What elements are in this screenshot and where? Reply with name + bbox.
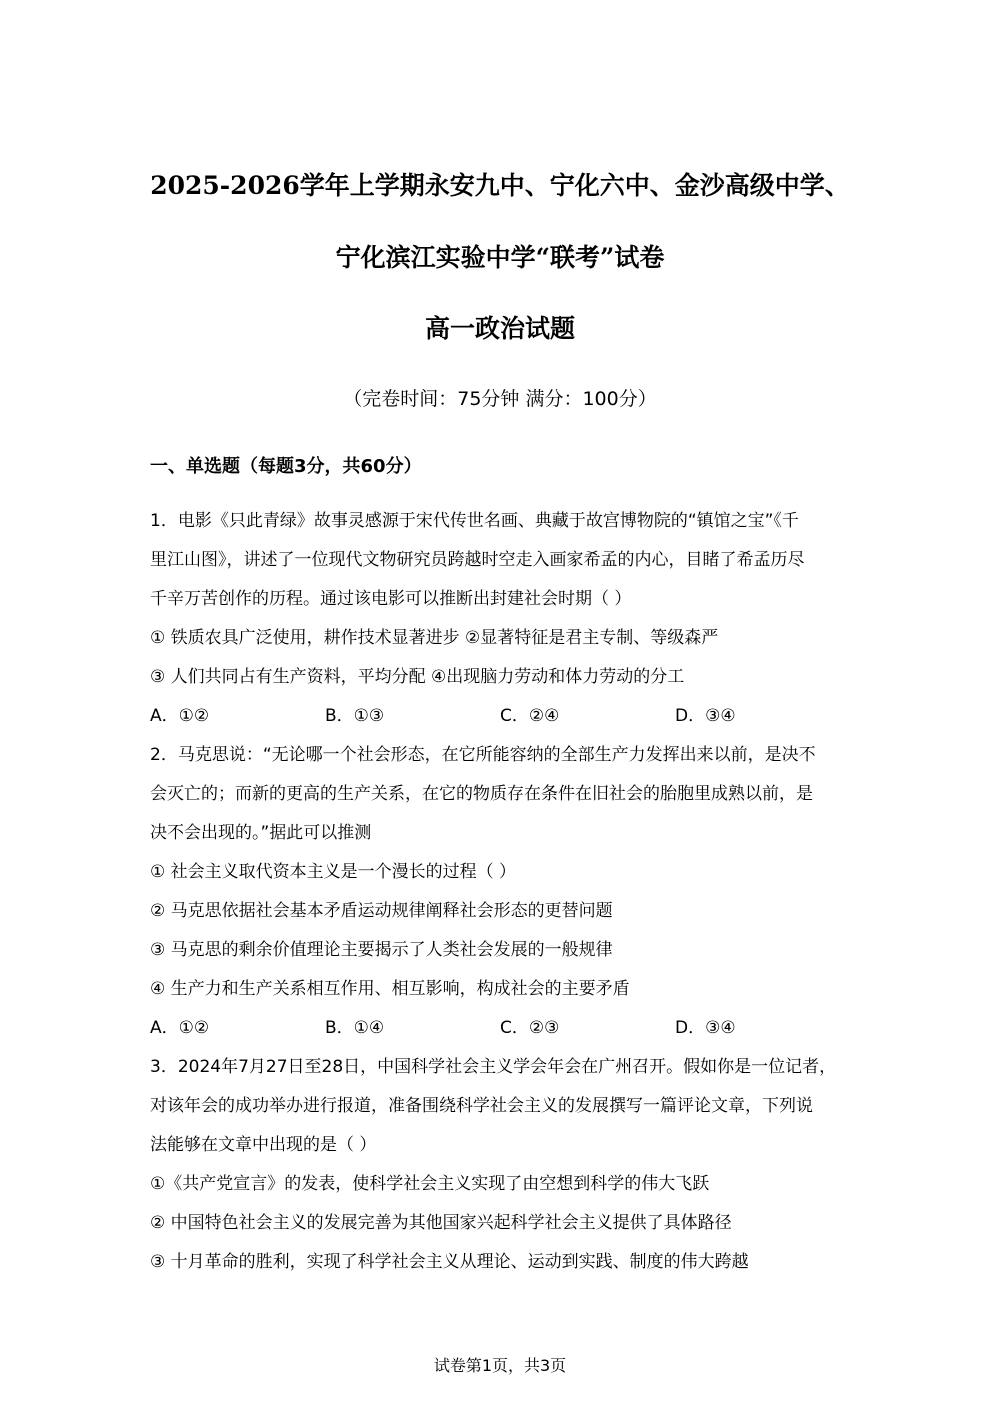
question-1-stem-line-1: 1．电影《只此青绿》故事灵感源于宋代传世名画、典藏于故宫博物院的“镇馆之宝”《千	[150, 511, 799, 531]
question-2-option-a: A．①②	[150, 1018, 210, 1038]
question-1-statement-line-2: ③ 人们共同占有生产资料，平均分配 ④出现脑力劳动和体力劳动的分工	[150, 667, 685, 687]
question-2-statement-4: ④ 生产力和生产关系相互作用、相互影响，构成社会的主要矛盾	[150, 979, 630, 999]
question-3-stem-line-1: 3．2024年7月27日至28日，中国科学社会主义学会年会在广州召开。假如你是一位记者，	[150, 1057, 837, 1077]
question-3-statement-3: ③ 十月革命的胜利，实现了科学社会主义从理论、运动到实践、制度的伟大跨越	[150, 1252, 749, 1272]
question-2-stem-line-2: 会灭亡的；而新的更高的生产关系，在它的物质存在条件在旧社会的胎胞里成熟以前，是	[150, 784, 813, 804]
question-3-stem-line-2: 对该年会的成功举办进行报道，准备围绕科学社会主义的发展撰写一篇评论文章，下列说	[150, 1096, 813, 1116]
exam-title-line-2: 宁化滨江实验中学“联考”试卷	[335, 243, 665, 272]
question-1-option-d: D．③④	[675, 706, 736, 726]
question-2-statement-1: ① 社会主义取代资本主义是一个漫长的过程（ ）	[150, 862, 517, 882]
question-2-statement-2: ② 马克思依据社会基本矛盾运动规律阐释社会形态的更替问题	[150, 901, 613, 921]
section-heading-single-choice: 一、单选题（每题3分，共60分）	[150, 456, 422, 477]
question-1-stem-line-2: 里江山图》，讲述了一位现代文物研究员跨越时空走入画家希孟的内心，目睹了希孟历尽	[150, 550, 805, 570]
question-1-option-c: C．②④	[500, 706, 560, 726]
question-1-statement-line-1: ① 铁质农具广泛使用，耕作技术显著进步 ②显著特征是君主专制、等级森严	[150, 628, 719, 648]
page-footer-number: 试卷第1页，共3页	[433, 1356, 567, 1375]
question-2-stem-line-3: 决不会出现的。”据此可以推测	[150, 823, 372, 843]
question-2-option-d: D．③④	[675, 1018, 736, 1038]
question-1-option-a: A．①②	[150, 706, 210, 726]
question-2-option-b: B．①④	[325, 1018, 385, 1038]
question-2-option-c: C．②③	[500, 1018, 560, 1038]
question-1-stem-line-3: 千辛万苦创作的历程。通过该电影可以推断出封建社会时期（ ）	[150, 589, 632, 609]
question-3-statement-2: ② 中国特色社会主义的发展完善为其他国家兴起科学社会主义提供了具体路径	[150, 1213, 732, 1233]
exam-subject-title: 高一政治试题	[424, 314, 575, 343]
question-3-statement-1: ①《共产党宣言》的发表，使科学社会主义实现了由空想到科学的伟大飞跃	[150, 1174, 710, 1194]
question-2-statement-3: ③ 马克思的剩余价值理论主要揭示了人类社会发展的一般规律	[150, 940, 613, 960]
exam-title-line-1: 2025-2026学年上学期永安九中、宁化六中、金沙高级中学、	[150, 171, 850, 200]
exam-time-and-score: （完卷时间：75分钟 满分：100分）	[343, 388, 657, 410]
question-2-stem-line-1: 2．马克思说：“无论哪一个社会形态，在它所能容纳的全部生产力发挥出来以前，是决不	[150, 745, 816, 765]
question-1-option-b: B．①③	[325, 706, 385, 726]
question-3-stem-line-3: 法能够在文章中出现的是（ ）	[150, 1135, 377, 1155]
